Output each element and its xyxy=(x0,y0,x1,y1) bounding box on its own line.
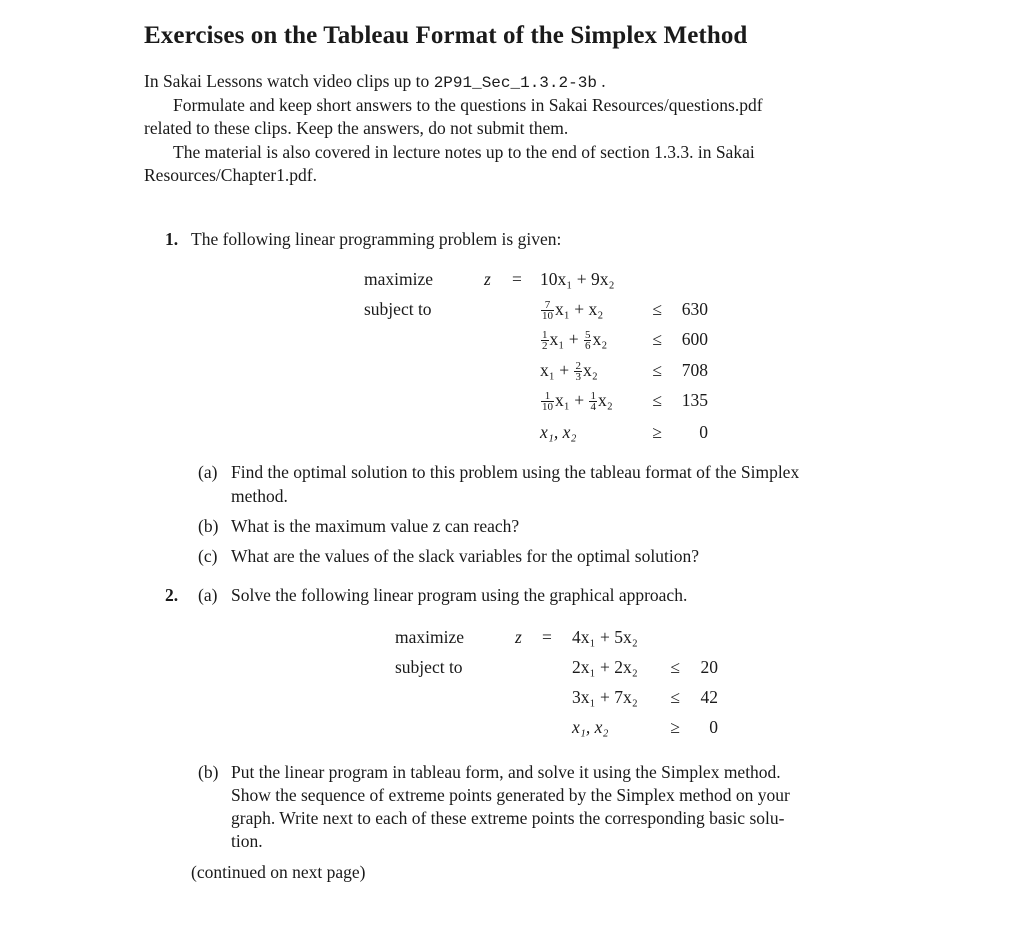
q2-nonneg-rhs: 0 xyxy=(709,717,718,737)
q1-a-line-1: Find the optimal solution to this problem using the tableau format of the Simplex xyxy=(231,462,800,482)
q2-b-line-2: Show the sequence of extreme points generated by the Simplex method on your xyxy=(231,785,790,805)
q1-a-line-2: method. xyxy=(231,486,288,506)
q1-z-var: z xyxy=(484,269,491,289)
intro-period: . xyxy=(596,71,606,91)
q2-a-label: (a) xyxy=(198,585,218,605)
q1-constraint-3-lhs: x₁ + $\frac{2}{3}$ x₂ xyxy=(540,360,598,384)
q1-constraint-2-rel: ≤ xyxy=(652,329,662,349)
q1-c-label: (c) xyxy=(198,546,218,566)
q1-a-label: (a) xyxy=(198,462,218,482)
q2-b-line-4: tion. xyxy=(231,831,263,851)
q1-constraint-4-rhs: 135 xyxy=(681,390,708,410)
q1-constraint-1-rel: ≤ xyxy=(652,299,662,319)
q2-b-line-1: Put the linear program in tableau form, and solve it using the Simplex method. xyxy=(231,762,781,782)
intro-text: In Sakai Lessons watch video clips up to xyxy=(144,71,434,91)
q2-b-label: (b) xyxy=(198,762,219,782)
q2-constraint-2-rhs: 42 xyxy=(700,687,718,707)
intro-p2-line-2: related to these clips. Keep the answers, do not submit them. xyxy=(144,118,569,138)
q2-a-text: Solve the following linear program using the graphical approach. xyxy=(231,585,688,605)
q1-nonneg-rel: ≥ xyxy=(652,422,662,442)
intro-p3-line-2: Resources/Chapter1.pdf. xyxy=(144,165,318,185)
q2-constraint-1-rel: ≤ xyxy=(670,657,680,677)
q1-constraint-2-lhs: $\frac{1}{2}$ x₁ + $\frac{5}{6}$ x₂ xyxy=(542,329,608,353)
q2-b-line-3: graph. Write next to each of these extreme points the corresponding basic solu- xyxy=(231,808,785,828)
clip-code: 2P91_Sec_1.3.2-3b xyxy=(433,74,597,92)
q1-b-label: (b) xyxy=(198,516,219,536)
q1-equals: = xyxy=(512,269,522,289)
q2-z-var: z xyxy=(515,627,522,647)
q1-constraint-2-rhs: 600 xyxy=(681,329,708,349)
q1-number: 1. xyxy=(165,229,179,249)
q1-nonneg-rhs: 0 xyxy=(699,422,708,442)
q2-subject-to-label: subject to xyxy=(395,657,463,677)
q1-c-text: What are the values of the slack variables for the optimal solution? xyxy=(231,546,699,566)
q1-constraint-3-rhs: 708 xyxy=(681,360,708,380)
q2-constraint-1-lhs: 2x₁ + 2x₂ xyxy=(572,657,638,677)
q2-constraint-2-lhs: 3x₁ + 7x₂ xyxy=(572,687,638,707)
q2-number: 2. xyxy=(165,585,179,605)
q1-constraint-1-lhs: $\frac{7}{10}$ x₁ + x₂ xyxy=(542,299,604,323)
q1-maximize-label: maximize xyxy=(364,269,434,289)
q2-objective: 4x₁ + 5x₂ xyxy=(572,627,638,647)
q1-constraint-4-lhs: $\frac{1}{10}$ x₁ + $\frac{1}{4}$ x₂ xyxy=(542,390,613,414)
q1-constraint-1-rhs: 630 xyxy=(681,299,708,319)
q1-constraint-3-rel: ≤ xyxy=(652,360,662,380)
page-title: Exercises on the Tableau Format of the Simplex Method xyxy=(144,22,748,49)
intro-p2-line-1: Formulate and keep short answers to the questions in Sakai Resources/questions.pdf xyxy=(173,95,763,115)
q2-equals: = xyxy=(542,627,552,647)
q1-nonneg-lhs: x₁, x₂ xyxy=(540,422,577,442)
q2-constraint-2-rel: ≤ xyxy=(670,687,680,707)
intro-p3-line-1: The material is also covered in lecture notes up to the end of section 1.3.3. in Sakai xyxy=(173,142,755,162)
q2-nonneg-lhs: x₁, x₂ xyxy=(572,717,609,737)
intro-line-1 xyxy=(144,70,606,95)
q2-constraint-1-rhs: 20 xyxy=(700,657,718,677)
q2-nonneg-rel: ≥ xyxy=(670,717,680,737)
q1-b-text: What is the maximum value z can reach? xyxy=(231,516,520,536)
q1-objective: 10x₁ + 9x₂ xyxy=(540,269,615,289)
q1-subject-to-label: subject to xyxy=(364,299,432,319)
continued-note: (continued on next page) xyxy=(191,862,366,882)
q1-constraint-4-rel: ≤ xyxy=(652,390,662,410)
q2-maximize-label: maximize xyxy=(395,627,465,647)
q1-text: The following linear programming problem is given: xyxy=(191,229,562,249)
